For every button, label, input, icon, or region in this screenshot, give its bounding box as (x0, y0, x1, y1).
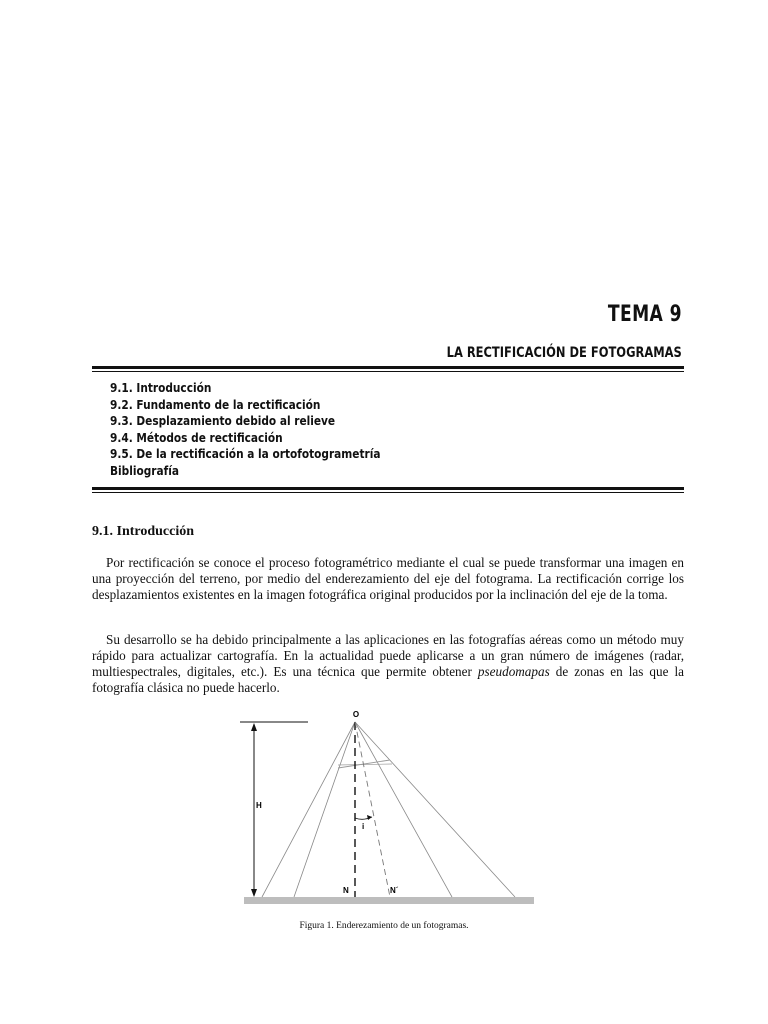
photo-plane-line (338, 764, 392, 765)
section-heading: 9.1. Introducción (92, 524, 195, 539)
toc-item: 9.1. Introducción (110, 381, 212, 395)
ray-line (262, 722, 355, 897)
toc-rule-thin (92, 492, 684, 493)
toc-rule-thick (92, 487, 684, 490)
label-n-prime: N´ (390, 886, 399, 895)
toc-item: Bibliografía (110, 463, 179, 478)
height-arrow-bottom (251, 889, 257, 897)
height-arrow-top (251, 723, 257, 731)
ray-line (355, 722, 452, 897)
paragraph-2-tail: de zonas en las que la fotografía clásica no puede hacerlo. (92, 664, 684, 695)
paragraph-1: Por rectificación se conoce el proceso fotogramétrico mediante el cual se puede transformar una imagen en una proyección del terreno, por medio del enderezamiento del eje del fotograma. La rectificación corrige los desplazamientos existentes en la imagen fotográfica original producidos por la inclinación del eje de la toma. (92, 555, 684, 602)
label-n: N (343, 886, 349, 895)
label-i: i (362, 822, 365, 831)
figure-caption: Figura 1. Enderezamiento de un fotogramas. (299, 921, 469, 931)
chapter-label: TEMA 9 (607, 302, 682, 327)
rectification-diagram (232, 700, 542, 912)
toc-item: 9.5. De la rectificación a la ortofotogrametría (110, 447, 381, 461)
header-rule-thick (92, 366, 684, 369)
tilt-angle-arrow (367, 815, 372, 820)
ray-line (294, 722, 355, 897)
header-rule-thin (92, 371, 684, 372)
label-o: O (352, 710, 360, 719)
table-of-contents (110, 380, 417, 479)
tilted-axis (355, 722, 390, 897)
toc-item: 9.3. Desplazamiento debido al relieve (110, 414, 336, 428)
toc-item: 9.4. Métodos de rectificación (110, 430, 283, 445)
label-h: H (256, 801, 262, 810)
chapter-title: LA RECTIFICACIÓN DE FOTOGRAMAS (446, 345, 682, 361)
emphasis-pseudomapas: pseudomapas (477, 664, 550, 679)
paragraph-2-text: Su desarrollo se ha debido principalmente a las aplicaciones en las fotografías aéreas como un método muy rápido para actualizar cartografía. En la actualidad puede aplicarse a un gran número de imágenes (radar, multiespectrales, digitales, etc.). Es una técnica que permite obtener (92, 632, 684, 679)
paragraph-2 (92, 632, 684, 696)
ray-line (355, 722, 515, 897)
toc-item: 9.2. Fundamento de la rectificación (110, 397, 321, 412)
ground-plane (244, 897, 534, 904)
